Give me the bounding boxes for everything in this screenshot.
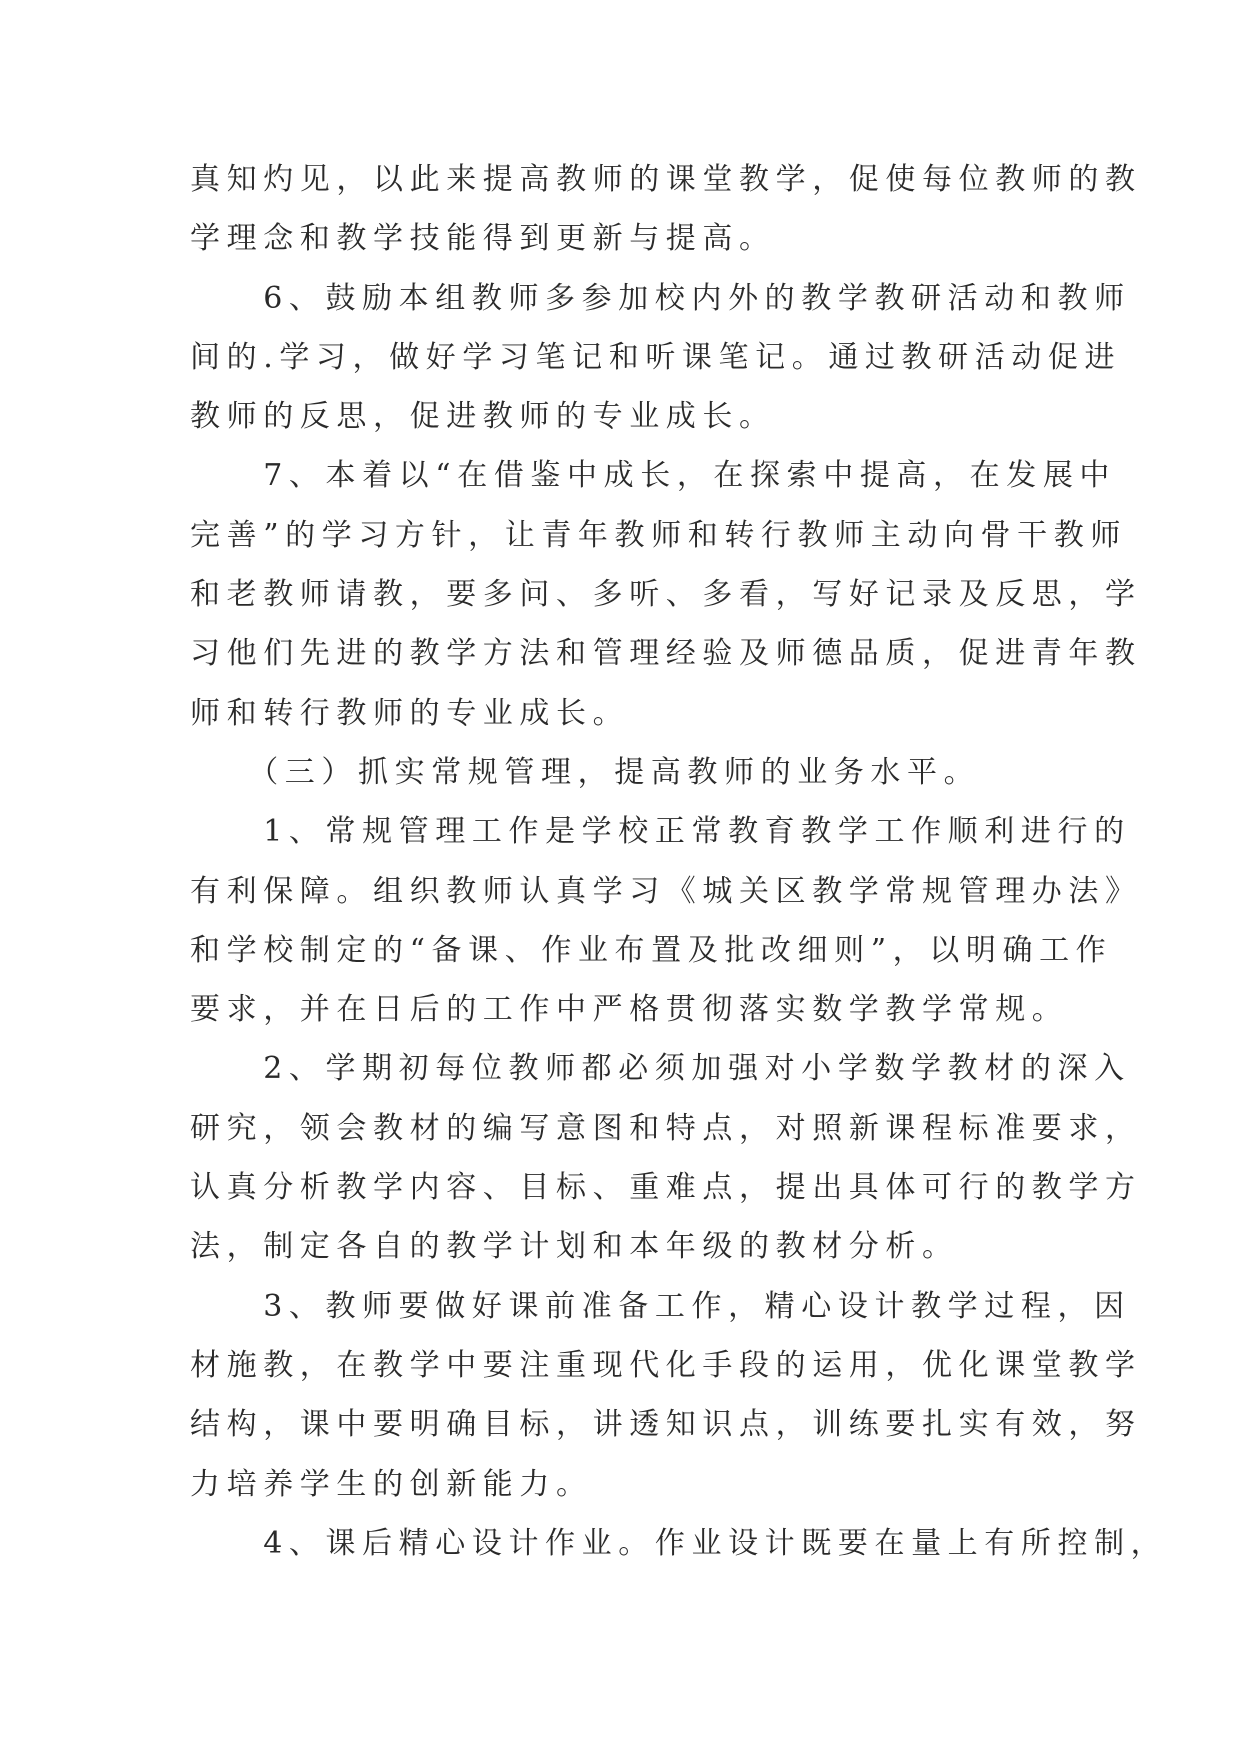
text-line: 间的.学习，做好学习笔记和听课笔记。通过教研活动促进 [190,339,1122,375]
document-body [190,160,1168,1583]
text-line: 习他们先进的教学方法和管理经验及师德品质，促进青年教 [190,636,1142,672]
text-line: 6、鼓励本组教师多参加校内外的教学教研活动和教师 [190,280,1131,316]
text-line: 7、本着以“在借鉴中成长，在探索中提高，在发展中 [190,458,1117,494]
text-line: 学理念和教学技能得到更新与提高。 [190,221,776,257]
section-heading: （三）抓实常规管理，提高教师的业务水平。 [190,754,981,790]
text-line: 真知灼见，以此来提高教师的课堂教学，促使每位教师的教 [190,162,1142,197]
text-line: 法，制定各自的教学计划和本年级的教材分析。 [190,1229,959,1265]
text-line: 要求，并在日后的工作中严格贯彻落实数学教学常规。 [190,992,1069,1028]
text-line: 结构，课中要明确目标，讲透知识点，训练要扎实有效，努 [190,1407,1142,1443]
text-line: 和学校制定的“备课、作业布置及批改细则”，以明确工作 [190,932,1113,968]
text-line: 3、教师要做好课前准备工作，精心设计教学过程，因 [190,1288,1131,1324]
text-line: 师和转行教师的专业成长。 [190,695,630,731]
text-line: 有利保障。组织教师认真学习《城关区教学常规管理办法》 [190,873,1142,909]
text-line: 完善”的学习方针，让青年教师和转行教师主动向骨干教师 [190,517,1127,553]
text-line: 材施教，在教学中要注重现代化手段的运用，优化课堂教学 [190,1347,1142,1383]
text-line: 力培养学生的创新能力。 [190,1466,593,1502]
text-line: 4、课后精心设计作业。作业设计既要在量上有所控制， [190,1525,1168,1561]
text-line: 教师的反思，促进教师的专业成长。 [190,399,776,435]
text-line: 认真分析教学内容、目标、重难点，提出具体可行的教学方 [190,1170,1142,1206]
text-line: 2、学期初每位教师都必须加强对小学数学教材的深入 [190,1051,1131,1087]
text-line: 和老教师请教，要多问、多听、多看，写好记录及反思，学 [190,577,1142,613]
text-line: 1、常规管理工作是学校正常教育教学工作顺利进行的 [190,814,1131,850]
text-line: 研究，领会教材的编写意图和特点，对照新课程标准要求， [190,1110,1142,1146]
